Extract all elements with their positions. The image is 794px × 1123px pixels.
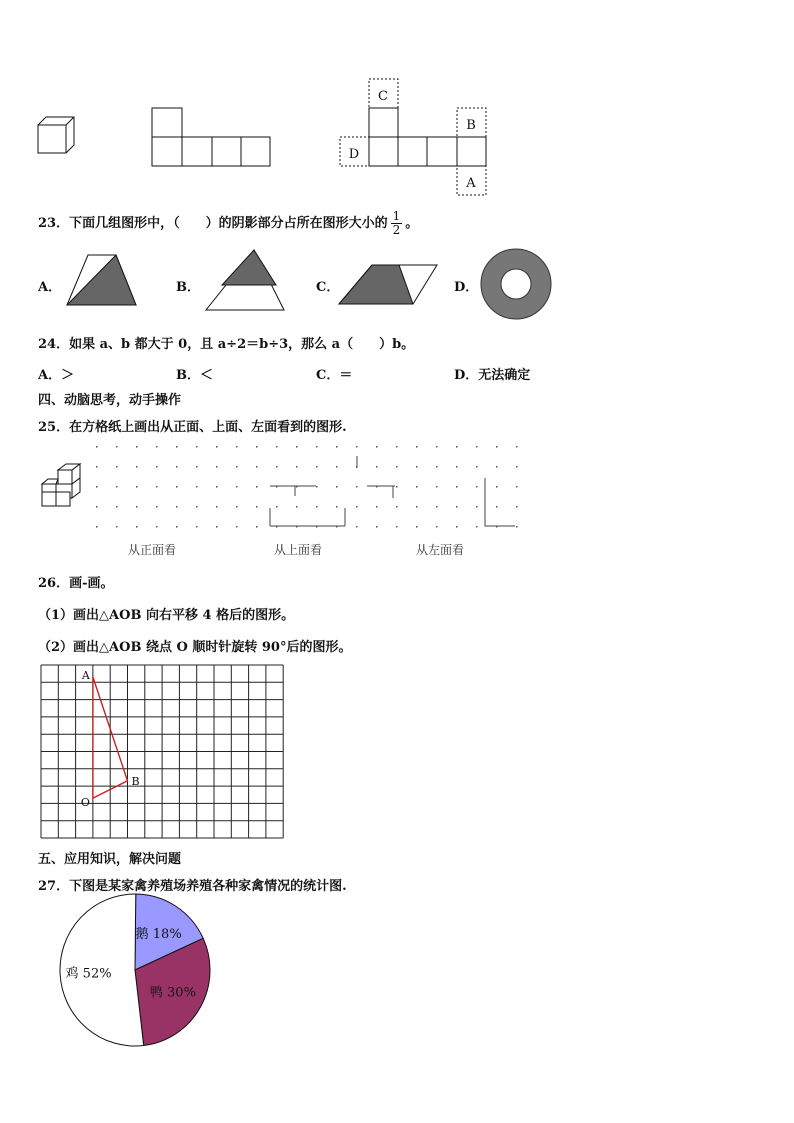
grid-dot [96, 446, 98, 448]
grid-dot [156, 506, 158, 508]
section-4-title: 四、动脑思考，动手操作 [38, 393, 182, 408]
grid-dot [436, 486, 438, 488]
grid-dot [396, 506, 398, 508]
grid-dot [476, 526, 478, 528]
pie-chart [50, 890, 220, 1050]
grid-dot [176, 526, 178, 528]
grid-dot [256, 506, 258, 508]
grid-dot [276, 466, 278, 468]
grid-dot [336, 466, 338, 468]
q26-sub1: （1）画出△AOB 向右平移 4 格后的图形。 [38, 608, 295, 623]
q24-option-d[interactable]: D．无法确定 [454, 368, 531, 383]
grid-dot [336, 506, 338, 508]
grid-dot [276, 506, 278, 508]
pie-label-2: 鸡 52% [65, 966, 112, 982]
grid-dot [436, 466, 438, 468]
grid-dot [196, 486, 198, 488]
grid-dot [176, 466, 178, 468]
grid-dot [516, 446, 518, 448]
grid-dot [156, 466, 158, 468]
grid-dot [116, 486, 118, 488]
q24-option-c[interactable]: C．＝ [316, 368, 353, 383]
grid-dot [216, 526, 218, 528]
q24-option-b[interactable]: B．＜ [176, 368, 213, 383]
grid-dot [256, 526, 258, 528]
grid-dot [216, 466, 218, 468]
grid-dot [276, 446, 278, 448]
grid-dot [376, 446, 378, 448]
q25-block-figure [38, 462, 94, 508]
grid-dot [96, 506, 98, 508]
grid-dot [376, 506, 378, 508]
grid-dot [216, 446, 218, 448]
grid-dot [336, 486, 338, 488]
q24-stem: 24．如果 a、b 都大于 0，且 a÷2＝b÷3，那么 a（ ）b。 [38, 337, 415, 352]
grid-dot [196, 506, 198, 508]
grid-dot [296, 466, 298, 468]
q25-caption-left: 从左面看 [416, 543, 465, 557]
grid-dot [476, 446, 478, 448]
q25-caption-top: 从上面看 [274, 543, 323, 557]
q23-stem-end: 。 [405, 216, 419, 231]
point-label-o: O [80, 796, 90, 810]
grid-dot [396, 446, 398, 448]
grid-dot [456, 466, 458, 468]
q23-option-c-label[interactable]: C． [316, 280, 340, 295]
grid-dot [516, 526, 518, 528]
grid-dot [196, 526, 198, 528]
grid-lines [41, 665, 283, 838]
grid-dot [136, 466, 138, 468]
q23-option-b-label[interactable]: B． [176, 280, 200, 295]
grid-dot [396, 486, 398, 488]
grid-dot [476, 486, 478, 488]
q26-sub2: （2）画出△AOB 绕点 O 顺时针旋转 90°后的图形。 [38, 640, 352, 655]
fraction-denominator: 2 [392, 223, 401, 237]
net-label-c: C [378, 89, 388, 104]
grid-dot [416, 506, 418, 508]
grid-dot [156, 526, 158, 528]
grid-dot [256, 486, 258, 488]
grid-dot [376, 466, 378, 468]
grid-dot [136, 446, 138, 448]
grid-dot [516, 486, 518, 488]
net-figure-1 [152, 108, 270, 166]
grid-dot [176, 446, 178, 448]
cube-figure [38, 117, 74, 153]
grid-dot [316, 446, 318, 448]
grid-dot [136, 506, 138, 508]
q23-option-d-label[interactable]: D． [454, 280, 479, 295]
grid-dot [136, 486, 138, 488]
grid-dot [96, 486, 98, 488]
grid-dot [356, 486, 358, 488]
grid-dot [236, 486, 238, 488]
grid-dot [216, 486, 218, 488]
q23-fraction [391, 210, 403, 237]
grid-dot [236, 506, 238, 508]
pie-label-1: 鸭 30% [149, 985, 196, 1001]
grid-dot [196, 466, 198, 468]
option-d-ring-figure [481, 249, 551, 319]
grid-dot [296, 506, 298, 508]
grid-dot [396, 526, 398, 528]
grid-dot [356, 526, 358, 528]
grid-dot [256, 446, 258, 448]
grid-dot [316, 466, 318, 468]
option-b-triangle-figure [206, 250, 284, 310]
grid-dot [496, 506, 498, 508]
net-figure-2 [340, 79, 486, 195]
section-5-title: 五、应用知识，解决问题 [38, 852, 182, 867]
grid-dot [236, 526, 238, 528]
q25-caption-front: 从正面看 [128, 543, 177, 557]
grid-dot [116, 446, 118, 448]
grid-dot [216, 506, 218, 508]
q23-stem-text: 23．下面几组图形中，（ ）的阴影部分占所在图形大小的 [38, 216, 388, 231]
q23-stem [38, 210, 418, 237]
q25-dot-grid [90, 438, 530, 534]
net-label-b: B [466, 118, 476, 133]
q26-stem: 26．画-画。 [38, 576, 114, 591]
grid-dot [496, 466, 498, 468]
grid-dot [116, 506, 118, 508]
grid-dot [336, 446, 338, 448]
grid-dot [456, 446, 458, 448]
grid-dot [456, 486, 458, 488]
q24-option-a[interactable]: A．＞ [38, 368, 75, 383]
dot-grid-points [96, 446, 518, 528]
grid-dot [436, 506, 438, 508]
grid-dot [316, 486, 318, 488]
grid-dot [416, 466, 418, 468]
grid-dot [476, 466, 478, 468]
pie-label-0: 鹅 18% [135, 927, 182, 943]
grid-dot [396, 466, 398, 468]
grid-dot [416, 526, 418, 528]
point-label-a: A [81, 669, 90, 682]
q25-stem: 25．在方格纸上画出从正面、上面、左面看到的图形. [38, 420, 347, 435]
grid-dot [176, 506, 178, 508]
grid-dot [516, 506, 518, 508]
q26-square-grid [40, 664, 290, 844]
grid-dot [316, 506, 318, 508]
grid-dot [456, 506, 458, 508]
option-c-parallelogram-figure [339, 265, 437, 304]
q23-option-figures [0, 240, 600, 320]
grid-dot [236, 446, 238, 448]
grid-dot [156, 486, 158, 488]
grid-dot [496, 446, 498, 448]
grid-dot [196, 446, 198, 448]
grid-dot [356, 446, 358, 448]
grid-dot [456, 526, 458, 528]
grid-dot [516, 466, 518, 468]
q22-figures [0, 70, 520, 205]
grid-dot [436, 446, 438, 448]
grid-dot [96, 526, 98, 528]
q23-option-a-label[interactable]: A． [38, 280, 62, 295]
grid-dot [96, 466, 98, 468]
grid-dot [136, 526, 138, 528]
grid-dot [116, 526, 118, 528]
fraction-numerator: 1 [392, 209, 401, 223]
option-a-trapezoid-figure [67, 255, 136, 305]
net-label-a: A [466, 176, 476, 191]
grid-dot [356, 506, 358, 508]
grid-dot [476, 506, 478, 508]
grid-dot [376, 526, 378, 528]
grid-dot [496, 486, 498, 488]
grid-dot [416, 486, 418, 488]
grid-dot [236, 466, 238, 468]
grid-dot [256, 466, 258, 468]
net-label-d: D [348, 147, 360, 162]
grid-dot [176, 486, 178, 488]
grid-dot [296, 446, 298, 448]
grid-dot [436, 526, 438, 528]
q27-stem: 27．下图是某家禽养殖场养殖各种家禽情况的统计图. [38, 879, 347, 894]
grid-dot [416, 446, 418, 448]
grid-dot [116, 466, 118, 468]
point-label-b: B [131, 774, 140, 788]
grid-dot [156, 446, 158, 448]
